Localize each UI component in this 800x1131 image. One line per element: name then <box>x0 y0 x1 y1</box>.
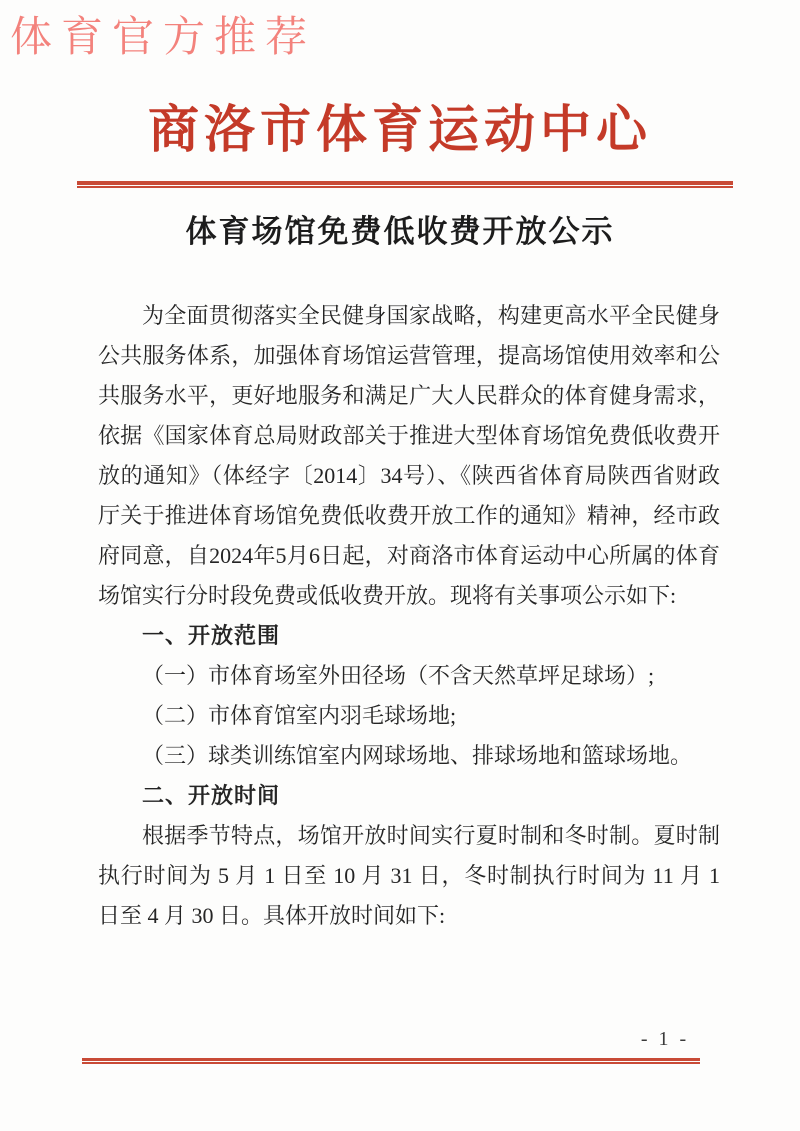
letterhead-org-name: 商洛市体育运动中心 <box>147 103 652 159</box>
list-item-1: （一）市体育场室外田径场（不含天然草坪足球场）; <box>142 663 655 688</box>
section-heading-open-hours: 二、开放时间 <box>142 783 281 808</box>
footer-divider-line <box>82 1058 700 1064</box>
document-title: 体育场馆免费低收费开放公示 <box>185 214 615 249</box>
list-item-2: （二）市体育馆室内羽毛球场地; <box>142 703 457 728</box>
section-heading-open-scope: 一、开放范围 <box>142 623 281 648</box>
body-paragraph-hours: 根据季节特点，场馆开放时间实行夏时制和冬时制。夏时制执行时间为 5 月 1 日至 10 月 31 日，冬时制执行时间为 11 月 1 日至 4 月 30 日。具体开放时间如下: <box>98 823 720 928</box>
letterhead-divider-line <box>77 181 733 188</box>
page-number: - 1 - <box>640 1028 690 1050</box>
list-item-3: （三）球类训练馆室内网球场地、排球场地和篮球场地。 <box>142 743 693 768</box>
body-paragraph-intro: 为全面贯彻落实全民健身国家战略，构建更高水平全民健身公共服务体系，加强体育场馆运营管理，提高场馆使用效率和公共服务水平，更好地服务和满足广大人民群众的体育健身需求，依据《国家体育总局财政部关于推进大型体育场馆免费低收费开放的通知》（体经字〔2014〕34号）、《陕西省体育局陕西省财政厅关于推进体育场馆免费低收费开放工作的通知》精神，经市政府同意，自2024年5月6日起，对商洛市体育运动中心所属的体育场馆实行分时段免费或低收费开放。现将有关事项公示如下: <box>98 303 720 608</box>
watermark-text: 体育官方推荐 <box>10 15 317 61</box>
document-body <box>98 296 720 936</box>
